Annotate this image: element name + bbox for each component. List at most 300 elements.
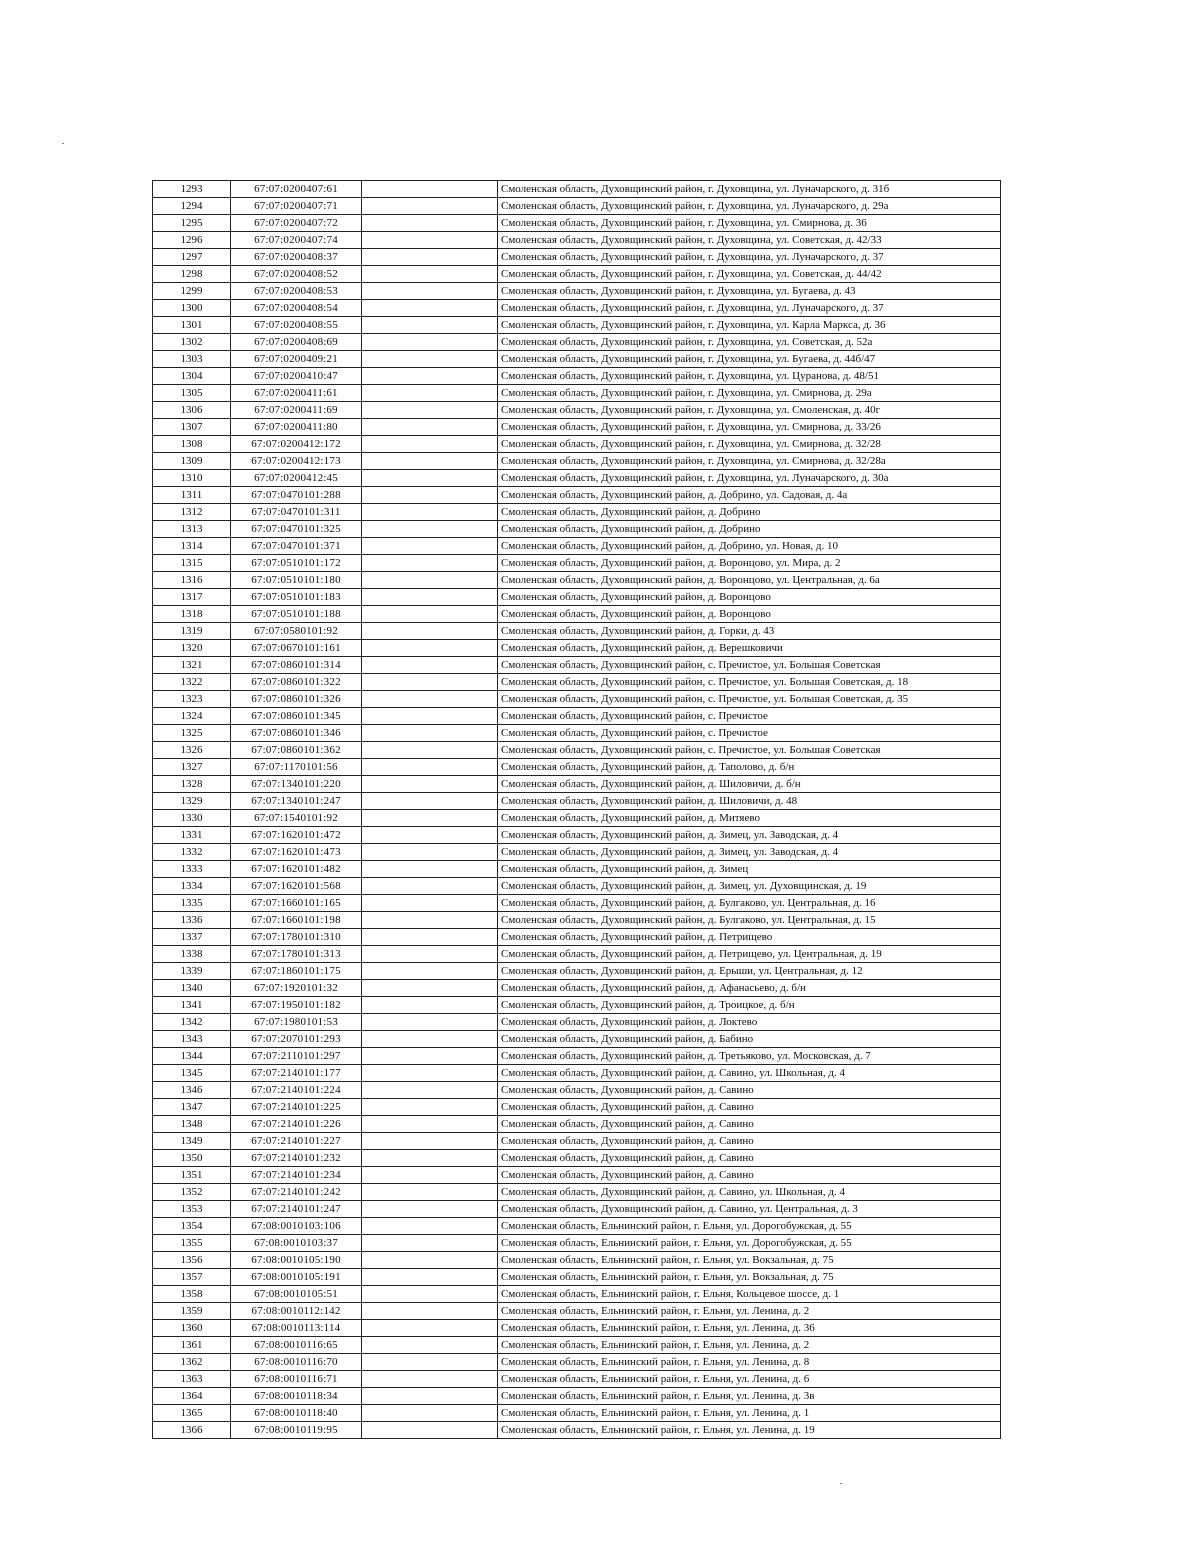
- scan-speck: [840, 1483, 842, 1484]
- table-row: [153, 504, 1001, 521]
- empty-column-cell: [362, 946, 498, 963]
- cadastral-number-cell: 67:08:0010103:106: [231, 1218, 362, 1235]
- empty-column-cell: [362, 1014, 498, 1031]
- empty-column-cell: [362, 623, 498, 640]
- empty-column-cell: [362, 1252, 498, 1269]
- address-cell: Смоленская область, Духовщинский район, г. Духовщина, ул. Луначарского, д. 37: [498, 249, 1001, 266]
- row-number-cell: 1363: [153, 1371, 231, 1388]
- cadastral-number-cell: 67:08:0010112:142: [231, 1303, 362, 1320]
- address-cell: Смоленская область, Ельнинский район, г. Ельня, ул. Ленина, д. 3в: [498, 1388, 1001, 1405]
- cadastral-number-cell: 67:07:1170101:56: [231, 759, 362, 776]
- address-cell: Смоленская область, Духовщинский район, г. Духовщина, ул. Смирнова, д. 32/28: [498, 436, 1001, 453]
- table-row: [153, 1014, 1001, 1031]
- address-cell: Смоленская область, Духовщинский район, д. Булгаково, ул. Центральная, д. 15: [498, 912, 1001, 929]
- address-cell: Смоленская область, Ельнинский район, г. Ельня, ул. Вокзальная, д. 75: [498, 1252, 1001, 1269]
- empty-column-cell: [362, 317, 498, 334]
- address-cell: Смоленская область, Духовщинский район, д. Зимец: [498, 861, 1001, 878]
- row-number-cell: 1365: [153, 1405, 231, 1422]
- row-number-cell: 1296: [153, 232, 231, 249]
- empty-column-cell: [362, 1422, 498, 1439]
- row-number-cell: 1321: [153, 657, 231, 674]
- address-cell: Смоленская область, Духовщинский район, д. Третьяково, ул. Московская, д. 7: [498, 1048, 1001, 1065]
- address-cell: Смоленская область, Духовщинский район, д. Воронцово: [498, 606, 1001, 623]
- row-number-cell: 1355: [153, 1235, 231, 1252]
- table-row: [153, 657, 1001, 674]
- table-row: [153, 249, 1001, 266]
- empty-column-cell: [362, 1235, 498, 1252]
- address-cell: Смоленская область, Ельнинский район, г. Ельня, ул. Ленина, д. 6: [498, 1371, 1001, 1388]
- cadastral-number-cell: 67:07:1620101:568: [231, 878, 362, 895]
- cadastral-number-cell: 67:07:2140101:177: [231, 1065, 362, 1082]
- empty-column-cell: [362, 1116, 498, 1133]
- table-row: [153, 725, 1001, 742]
- address-cell: Смоленская область, Духовщинский район, г. Духовщина, ул. Смирнова, д. 32/28а: [498, 453, 1001, 470]
- address-cell: Смоленская область, Ельнинский район, г. Ельня, Кольцевое шоссе, д. 1: [498, 1286, 1001, 1303]
- table-row: [153, 1269, 1001, 1286]
- address-cell: Смоленская область, Ельнинский район, г. Ельня, ул. Вокзальная, д. 75: [498, 1269, 1001, 1286]
- empty-column-cell: [362, 759, 498, 776]
- property-registry-table: [152, 180, 1001, 1439]
- row-number-cell: 1364: [153, 1388, 231, 1405]
- empty-column-cell: [362, 1286, 498, 1303]
- cadastral-number-cell: 67:08:0010118:40: [231, 1405, 362, 1422]
- cadastral-number-cell: 67:07:1620101:472: [231, 827, 362, 844]
- cadastral-number-cell: 67:07:0470101:311: [231, 504, 362, 521]
- cadastral-number-cell: 67:08:0010116:71: [231, 1371, 362, 1388]
- cadastral-number-cell: 67:07:0470101:371: [231, 538, 362, 555]
- address-cell: Смоленская область, Духовщинский район, г. Духовщина, ул. Луначарского, д. 37: [498, 300, 1001, 317]
- table-row: [153, 1184, 1001, 1201]
- row-number-cell: 1318: [153, 606, 231, 623]
- empty-column-cell: [362, 742, 498, 759]
- address-cell: Смоленская область, Духовщинский район, д. Савино: [498, 1150, 1001, 1167]
- row-number-cell: 1320: [153, 640, 231, 657]
- address-cell: Смоленская область, Духовщинский район, д. Митяево: [498, 810, 1001, 827]
- row-number-cell: 1330: [153, 810, 231, 827]
- row-number-cell: 1349: [153, 1133, 231, 1150]
- empty-column-cell: [362, 589, 498, 606]
- address-cell: Смоленская область, Ельнинский район, г. Ельня, ул. Ленина, д. 1: [498, 1405, 1001, 1422]
- cadastral-number-cell: 67:07:0200412:45: [231, 470, 362, 487]
- table-row: [153, 963, 1001, 980]
- table-row: [153, 1116, 1001, 1133]
- empty-column-cell: [362, 1303, 498, 1320]
- address-cell: Смоленская область, Духовщинский район, д. Савино, ул. Центральная, д. 3: [498, 1201, 1001, 1218]
- row-number-cell: 1322: [153, 674, 231, 691]
- row-number-cell: 1360: [153, 1320, 231, 1337]
- table-row: [153, 351, 1001, 368]
- address-cell: Смоленская область, Ельнинский район, г. Ельня, ул. Дорогобужская, д. 55: [498, 1235, 1001, 1252]
- row-number-cell: 1325: [153, 725, 231, 742]
- row-number-cell: 1305: [153, 385, 231, 402]
- table-row: [153, 198, 1001, 215]
- empty-column-cell: [362, 1167, 498, 1184]
- cadastral-number-cell: 67:07:1660101:165: [231, 895, 362, 912]
- empty-column-cell: [362, 1082, 498, 1099]
- row-number-cell: 1294: [153, 198, 231, 215]
- row-number-cell: 1334: [153, 878, 231, 895]
- cadastral-number-cell: 67:07:0200408:37: [231, 249, 362, 266]
- row-number-cell: 1302: [153, 334, 231, 351]
- cadastral-number-cell: 67:07:1620101:473: [231, 844, 362, 861]
- cadastral-number-cell: 67:07:1860101:175: [231, 963, 362, 980]
- table-row: [153, 1133, 1001, 1150]
- address-cell: Смоленская область, Духовщинский район, д. Савино: [498, 1116, 1001, 1133]
- cadastral-number-cell: 67:07:0200408:52: [231, 266, 362, 283]
- table-row: [153, 266, 1001, 283]
- empty-column-cell: [362, 351, 498, 368]
- address-cell: Смоленская область, Духовщинский район, г. Духовщина, ул. Советская, д. 44/42: [498, 266, 1001, 283]
- table-row: [153, 1388, 1001, 1405]
- row-number-cell: 1329: [153, 793, 231, 810]
- empty-column-cell: [362, 1320, 498, 1337]
- table-row: [153, 1303, 1001, 1320]
- address-cell: Смоленская область, Духовщинский район, д. Добрино: [498, 521, 1001, 538]
- cadastral-number-cell: 67:07:0860101:322: [231, 674, 362, 691]
- table-row: [153, 1150, 1001, 1167]
- row-number-cell: 1316: [153, 572, 231, 589]
- row-number-cell: 1340: [153, 980, 231, 997]
- table-row: [153, 470, 1001, 487]
- cadastral-number-cell: 67:07:1780101:310: [231, 929, 362, 946]
- table-row: [153, 1099, 1001, 1116]
- scan-speck: [62, 143, 64, 144]
- empty-column-cell: [362, 1201, 498, 1218]
- address-cell: Смоленская область, Духовщинский район, д. Петрищево: [498, 929, 1001, 946]
- table-row: [153, 827, 1001, 844]
- table-row: [153, 997, 1001, 1014]
- address-cell: Смоленская область, Духовщинский район, д. Бабино: [498, 1031, 1001, 1048]
- address-cell: Смоленская область, Духовщинский район, д. Савино: [498, 1133, 1001, 1150]
- table-row: [153, 776, 1001, 793]
- table-row: [153, 232, 1001, 249]
- cadastral-number-cell: 67:07:0200408:55: [231, 317, 362, 334]
- cadastral-number-cell: 67:07:0510101:172: [231, 555, 362, 572]
- address-cell: Смоленская область, Ельнинский район, г. Ельня, ул. Ленина, д. 19: [498, 1422, 1001, 1439]
- empty-column-cell: [362, 368, 498, 385]
- cadastral-number-cell: 67:07:1340101:247: [231, 793, 362, 810]
- row-number-cell: 1348: [153, 1116, 231, 1133]
- row-number-cell: 1326: [153, 742, 231, 759]
- row-number-cell: 1299: [153, 283, 231, 300]
- address-cell: Смоленская область, Духовщинский район, с. Пречистое, ул. Большая Советская: [498, 657, 1001, 674]
- empty-column-cell: [362, 878, 498, 895]
- address-cell: Смоленская область, Духовщинский район, д. Булгаково, ул. Центральная, д. 16: [498, 895, 1001, 912]
- cadastral-number-cell: 67:07:2070101:293: [231, 1031, 362, 1048]
- row-number-cell: 1345: [153, 1065, 231, 1082]
- cadastral-number-cell: 67:07:1660101:198: [231, 912, 362, 929]
- row-number-cell: 1314: [153, 538, 231, 555]
- table-row: [153, 742, 1001, 759]
- address-cell: Смоленская область, Духовщинский район, г. Духовщина, ул. Советская, д. 42/33: [498, 232, 1001, 249]
- table-row: [153, 300, 1001, 317]
- table-row: [153, 606, 1001, 623]
- cadastral-number-cell: 67:07:0200410:47: [231, 368, 362, 385]
- table-row: [153, 334, 1001, 351]
- cadastral-number-cell: 67:07:0470101:288: [231, 487, 362, 504]
- address-cell: Смоленская область, Духовщинский район, с. Пречистое, ул. Большая Советская, д. 18: [498, 674, 1001, 691]
- address-cell: Смоленская область, Духовщинский район, г. Духовщина, ул. Луначарского, д. 29а: [498, 198, 1001, 215]
- cadastral-number-cell: 67:07:0510101:183: [231, 589, 362, 606]
- address-cell: Смоленская область, Духовщинский район, г. Духовщина, ул. Цуранова, д. 48/51: [498, 368, 1001, 385]
- cadastral-number-cell: 67:07:1540101:92: [231, 810, 362, 827]
- row-number-cell: 1332: [153, 844, 231, 861]
- empty-column-cell: [362, 1337, 498, 1354]
- address-cell: Смоленская область, Духовщинский район, д. Локтево: [498, 1014, 1001, 1031]
- empty-column-cell: [362, 1405, 498, 1422]
- table-row: [153, 521, 1001, 538]
- cadastral-number-cell: 67:07:0860101:362: [231, 742, 362, 759]
- table-row: [153, 674, 1001, 691]
- address-cell: Смоленская область, Духовщинский район, д. Верешковичи: [498, 640, 1001, 657]
- table-row: [153, 1286, 1001, 1303]
- address-cell: Смоленская область, Духовщинский район, д. Зимец, ул. Духовщинская, д. 19: [498, 878, 1001, 895]
- table-row: [153, 1422, 1001, 1439]
- row-number-cell: 1357: [153, 1269, 231, 1286]
- table-row: [153, 1320, 1001, 1337]
- address-cell: Смоленская область, Ельнинский район, г. Ельня, ул. Дорогобужская, д. 55: [498, 1218, 1001, 1235]
- table-row: [153, 623, 1001, 640]
- cadastral-number-cell: 67:07:0200411:80: [231, 419, 362, 436]
- table-row: [153, 385, 1001, 402]
- table-row: [153, 759, 1001, 776]
- empty-column-cell: [362, 827, 498, 844]
- cadastral-number-cell: 67:07:0200407:71: [231, 198, 362, 215]
- table-row: [153, 1252, 1001, 1269]
- address-cell: Смоленская область, Ельнинский район, г. Ельня, ул. Ленина, д. 2: [498, 1303, 1001, 1320]
- table-row: [153, 368, 1001, 385]
- address-cell: Смоленская область, Духовщинский район, с. Пречистое: [498, 725, 1001, 742]
- cadastral-number-cell: 67:07:0670101:161: [231, 640, 362, 657]
- table-row: [153, 555, 1001, 572]
- table-row: [153, 402, 1001, 419]
- row-number-cell: 1347: [153, 1099, 231, 1116]
- table-row: [153, 283, 1001, 300]
- cadastral-number-cell: 67:08:0010116:70: [231, 1354, 362, 1371]
- cadastral-number-cell: 67:07:0200412:172: [231, 436, 362, 453]
- row-number-cell: 1313: [153, 521, 231, 538]
- empty-column-cell: [362, 725, 498, 742]
- table-row: [153, 1235, 1001, 1252]
- cadastral-number-cell: 67:07:0860101:326: [231, 691, 362, 708]
- cadastral-number-cell: 67:07:2140101:226: [231, 1116, 362, 1133]
- address-cell: Смоленская область, Духовщинский район, д. Афанасьево, д. б/н: [498, 980, 1001, 997]
- row-number-cell: 1356: [153, 1252, 231, 1269]
- empty-column-cell: [362, 1099, 498, 1116]
- row-number-cell: 1346: [153, 1082, 231, 1099]
- empty-column-cell: [362, 572, 498, 589]
- table-row: [153, 453, 1001, 470]
- empty-column-cell: [362, 232, 498, 249]
- empty-column-cell: [362, 436, 498, 453]
- row-number-cell: 1335: [153, 895, 231, 912]
- cadastral-number-cell: 67:07:0200407:72: [231, 215, 362, 232]
- empty-column-cell: [362, 1048, 498, 1065]
- empty-column-cell: [362, 1133, 498, 1150]
- table-row: [153, 691, 1001, 708]
- row-number-cell: 1351: [153, 1167, 231, 1184]
- address-cell: Смоленская область, Духовщинский район, д. Горки, д. 43: [498, 623, 1001, 640]
- address-cell: Смоленская область, Духовщинский район, д. Троицкое, д. б/н: [498, 997, 1001, 1014]
- table-row: [153, 1218, 1001, 1235]
- cadastral-number-cell: 67:07:0200408:69: [231, 334, 362, 351]
- row-number-cell: 1352: [153, 1184, 231, 1201]
- cadastral-number-cell: 67:07:2140101:247: [231, 1201, 362, 1218]
- row-number-cell: 1350: [153, 1150, 231, 1167]
- table-row: [153, 810, 1001, 827]
- address-cell: Смоленская область, Духовщинский район, г. Духовщина, ул. Бугаева, д. 43: [498, 283, 1001, 300]
- row-number-cell: 1298: [153, 266, 231, 283]
- address-cell: Смоленская область, Духовщинский район, д. Добрино: [498, 504, 1001, 521]
- address-cell: Смоленская область, Духовщинский район, д. Воронцово: [498, 589, 1001, 606]
- empty-column-cell: [362, 215, 498, 232]
- empty-column-cell: [362, 674, 498, 691]
- row-number-cell: 1362: [153, 1354, 231, 1371]
- address-cell: Смоленская область, Духовщинский район, д. Петрищево, ул. Центральная, д. 19: [498, 946, 1001, 963]
- table-row: [153, 1337, 1001, 1354]
- cadastral-number-cell: 67:07:1950101:182: [231, 997, 362, 1014]
- row-number-cell: 1359: [153, 1303, 231, 1320]
- empty-column-cell: [362, 810, 498, 827]
- empty-column-cell: [362, 402, 498, 419]
- empty-column-cell: [362, 776, 498, 793]
- table-row: [153, 946, 1001, 963]
- cadastral-number-cell: 67:07:2140101:242: [231, 1184, 362, 1201]
- empty-column-cell: [362, 640, 498, 657]
- cadastral-number-cell: 67:07:0200407:74: [231, 232, 362, 249]
- row-number-cell: 1317: [153, 589, 231, 606]
- address-cell: Смоленская область, Духовщинский район, г. Духовщина, ул. Карла Маркса, д. 36: [498, 317, 1001, 334]
- empty-column-cell: [362, 606, 498, 623]
- cadastral-number-cell: 67:07:0200412:173: [231, 453, 362, 470]
- address-cell: Смоленская область, Ельнинский район, г. Ельня, ул. Ленина, д. 36: [498, 1320, 1001, 1337]
- address-cell: Смоленская область, Духовщинский район, г. Духовщина, ул. Смирнова, д. 29а: [498, 385, 1001, 402]
- empty-column-cell: [362, 1150, 498, 1167]
- row-number-cell: 1341: [153, 997, 231, 1014]
- row-number-cell: 1361: [153, 1337, 231, 1354]
- table-row: [153, 215, 1001, 232]
- row-number-cell: 1319: [153, 623, 231, 640]
- address-cell: Смоленская область, Духовщинский район, д. Добрино, ул. Садовая, д. 4а: [498, 487, 1001, 504]
- empty-column-cell: [362, 419, 498, 436]
- empty-column-cell: [362, 504, 498, 521]
- empty-column-cell: [362, 334, 498, 351]
- address-cell: Смоленская область, Духовщинский район, д. Воронцово, ул. Центральная, д. 6а: [498, 572, 1001, 589]
- row-number-cell: 1344: [153, 1048, 231, 1065]
- address-cell: Смоленская область, Духовщинский район, д. Ерыши, ул. Центральная, д. 12: [498, 963, 1001, 980]
- row-number-cell: 1315: [153, 555, 231, 572]
- empty-column-cell: [362, 266, 498, 283]
- cadastral-number-cell: 67:07:0510101:188: [231, 606, 362, 623]
- table-row: [153, 419, 1001, 436]
- empty-column-cell: [362, 470, 498, 487]
- table-row: [153, 793, 1001, 810]
- address-cell: Смоленская область, Духовщинский район, д. Савино, ул. Школьная, д. 4: [498, 1184, 1001, 1201]
- cadastral-number-cell: 67:08:0010103:37: [231, 1235, 362, 1252]
- table-row: [153, 572, 1001, 589]
- address-cell: Смоленская область, Духовщинский район, д. Шиловичи, д. 48: [498, 793, 1001, 810]
- cadastral-number-cell: 67:07:1780101:313: [231, 946, 362, 963]
- cadastral-number-cell: 67:07:2140101:224: [231, 1082, 362, 1099]
- empty-column-cell: [362, 521, 498, 538]
- empty-column-cell: [362, 555, 498, 572]
- cadastral-number-cell: 67:07:0200411:61: [231, 385, 362, 402]
- table-row: [153, 929, 1001, 946]
- cadastral-number-cell: 67:07:2140101:227: [231, 1133, 362, 1150]
- empty-column-cell: [362, 980, 498, 997]
- row-number-cell: 1342: [153, 1014, 231, 1031]
- address-cell: Смоленская область, Духовщинский район, д. Зимец, ул. Заводская, д. 4: [498, 844, 1001, 861]
- cadastral-number-cell: 67:07:1980101:53: [231, 1014, 362, 1031]
- address-cell: Смоленская область, Ельнинский район, г. Ельня, ул. Ленина, д. 2: [498, 1337, 1001, 1354]
- address-cell: Смоленская область, Духовщинский район, д. Зимец, ул. Заводская, д. 4: [498, 827, 1001, 844]
- table-row: [153, 589, 1001, 606]
- empty-column-cell: [362, 861, 498, 878]
- table-row: [153, 640, 1001, 657]
- table-row: [153, 1048, 1001, 1065]
- table-row: [153, 895, 1001, 912]
- cadastral-number-cell: 67:07:0200407:61: [231, 181, 362, 198]
- row-number-cell: 1327: [153, 759, 231, 776]
- address-cell: Смоленская область, Духовщинский район, с. Пречистое, ул. Большая Советская, д. 35: [498, 691, 1001, 708]
- table-row: [153, 1167, 1001, 1184]
- empty-column-cell: [362, 691, 498, 708]
- empty-column-cell: [362, 708, 498, 725]
- empty-column-cell: [362, 487, 498, 504]
- table-row: [153, 844, 1001, 861]
- address-cell: Смоленская область, Духовщинский район, д. Таполово, д. б/н: [498, 759, 1001, 776]
- cadastral-number-cell: 67:07:0860101:346: [231, 725, 362, 742]
- empty-column-cell: [362, 657, 498, 674]
- empty-column-cell: [362, 300, 498, 317]
- address-cell: Смоленская область, Духовщинский район, д. Савино: [498, 1082, 1001, 1099]
- empty-column-cell: [362, 929, 498, 946]
- table-row: [153, 487, 1001, 504]
- row-number-cell: 1343: [153, 1031, 231, 1048]
- empty-column-cell: [362, 997, 498, 1014]
- address-cell: Смоленская область, Духовщинский район, д. Воронцово, ул. Мира, д. 2: [498, 555, 1001, 572]
- empty-column-cell: [362, 181, 498, 198]
- table-row: [153, 317, 1001, 334]
- table-row: [153, 1031, 1001, 1048]
- table-row: [153, 861, 1001, 878]
- row-number-cell: 1297: [153, 249, 231, 266]
- row-number-cell: 1324: [153, 708, 231, 725]
- address-cell: Смоленская область, Духовщинский район, г. Духовщина, ул. Бугаева, д. 44б/47: [498, 351, 1001, 368]
- address-cell: Смоленская область, Духовщинский район, д. Савино, ул. Школьная, д. 4: [498, 1065, 1001, 1082]
- cadastral-number-cell: 67:07:1920101:32: [231, 980, 362, 997]
- empty-column-cell: [362, 198, 498, 215]
- empty-column-cell: [362, 1218, 498, 1235]
- empty-column-cell: [362, 844, 498, 861]
- row-number-cell: 1295: [153, 215, 231, 232]
- address-cell: Смоленская область, Духовщинский район, с. Пречистое, ул. Большая Советская: [498, 742, 1001, 759]
- table-row: [153, 912, 1001, 929]
- address-cell: Смоленская область, Духовщинский район, г. Духовщина, ул. Луначарского, д. 31б: [498, 181, 1001, 198]
- empty-column-cell: [362, 283, 498, 300]
- table-row: [153, 538, 1001, 555]
- row-number-cell: 1337: [153, 929, 231, 946]
- row-number-cell: 1339: [153, 963, 231, 980]
- address-cell: Смоленская область, Духовщинский район, г. Духовщина, ул. Советская, д. 52а: [498, 334, 1001, 351]
- row-number-cell: 1353: [153, 1201, 231, 1218]
- row-number-cell: 1354: [153, 1218, 231, 1235]
- cadastral-number-cell: 67:08:0010119:95: [231, 1422, 362, 1439]
- cadastral-number-cell: 67:07:2140101:232: [231, 1150, 362, 1167]
- address-cell: Смоленская область, Духовщинский район, г. Духовщина, ул. Луначарского, д. 30а: [498, 470, 1001, 487]
- empty-column-cell: [362, 1065, 498, 1082]
- row-number-cell: 1300: [153, 300, 231, 317]
